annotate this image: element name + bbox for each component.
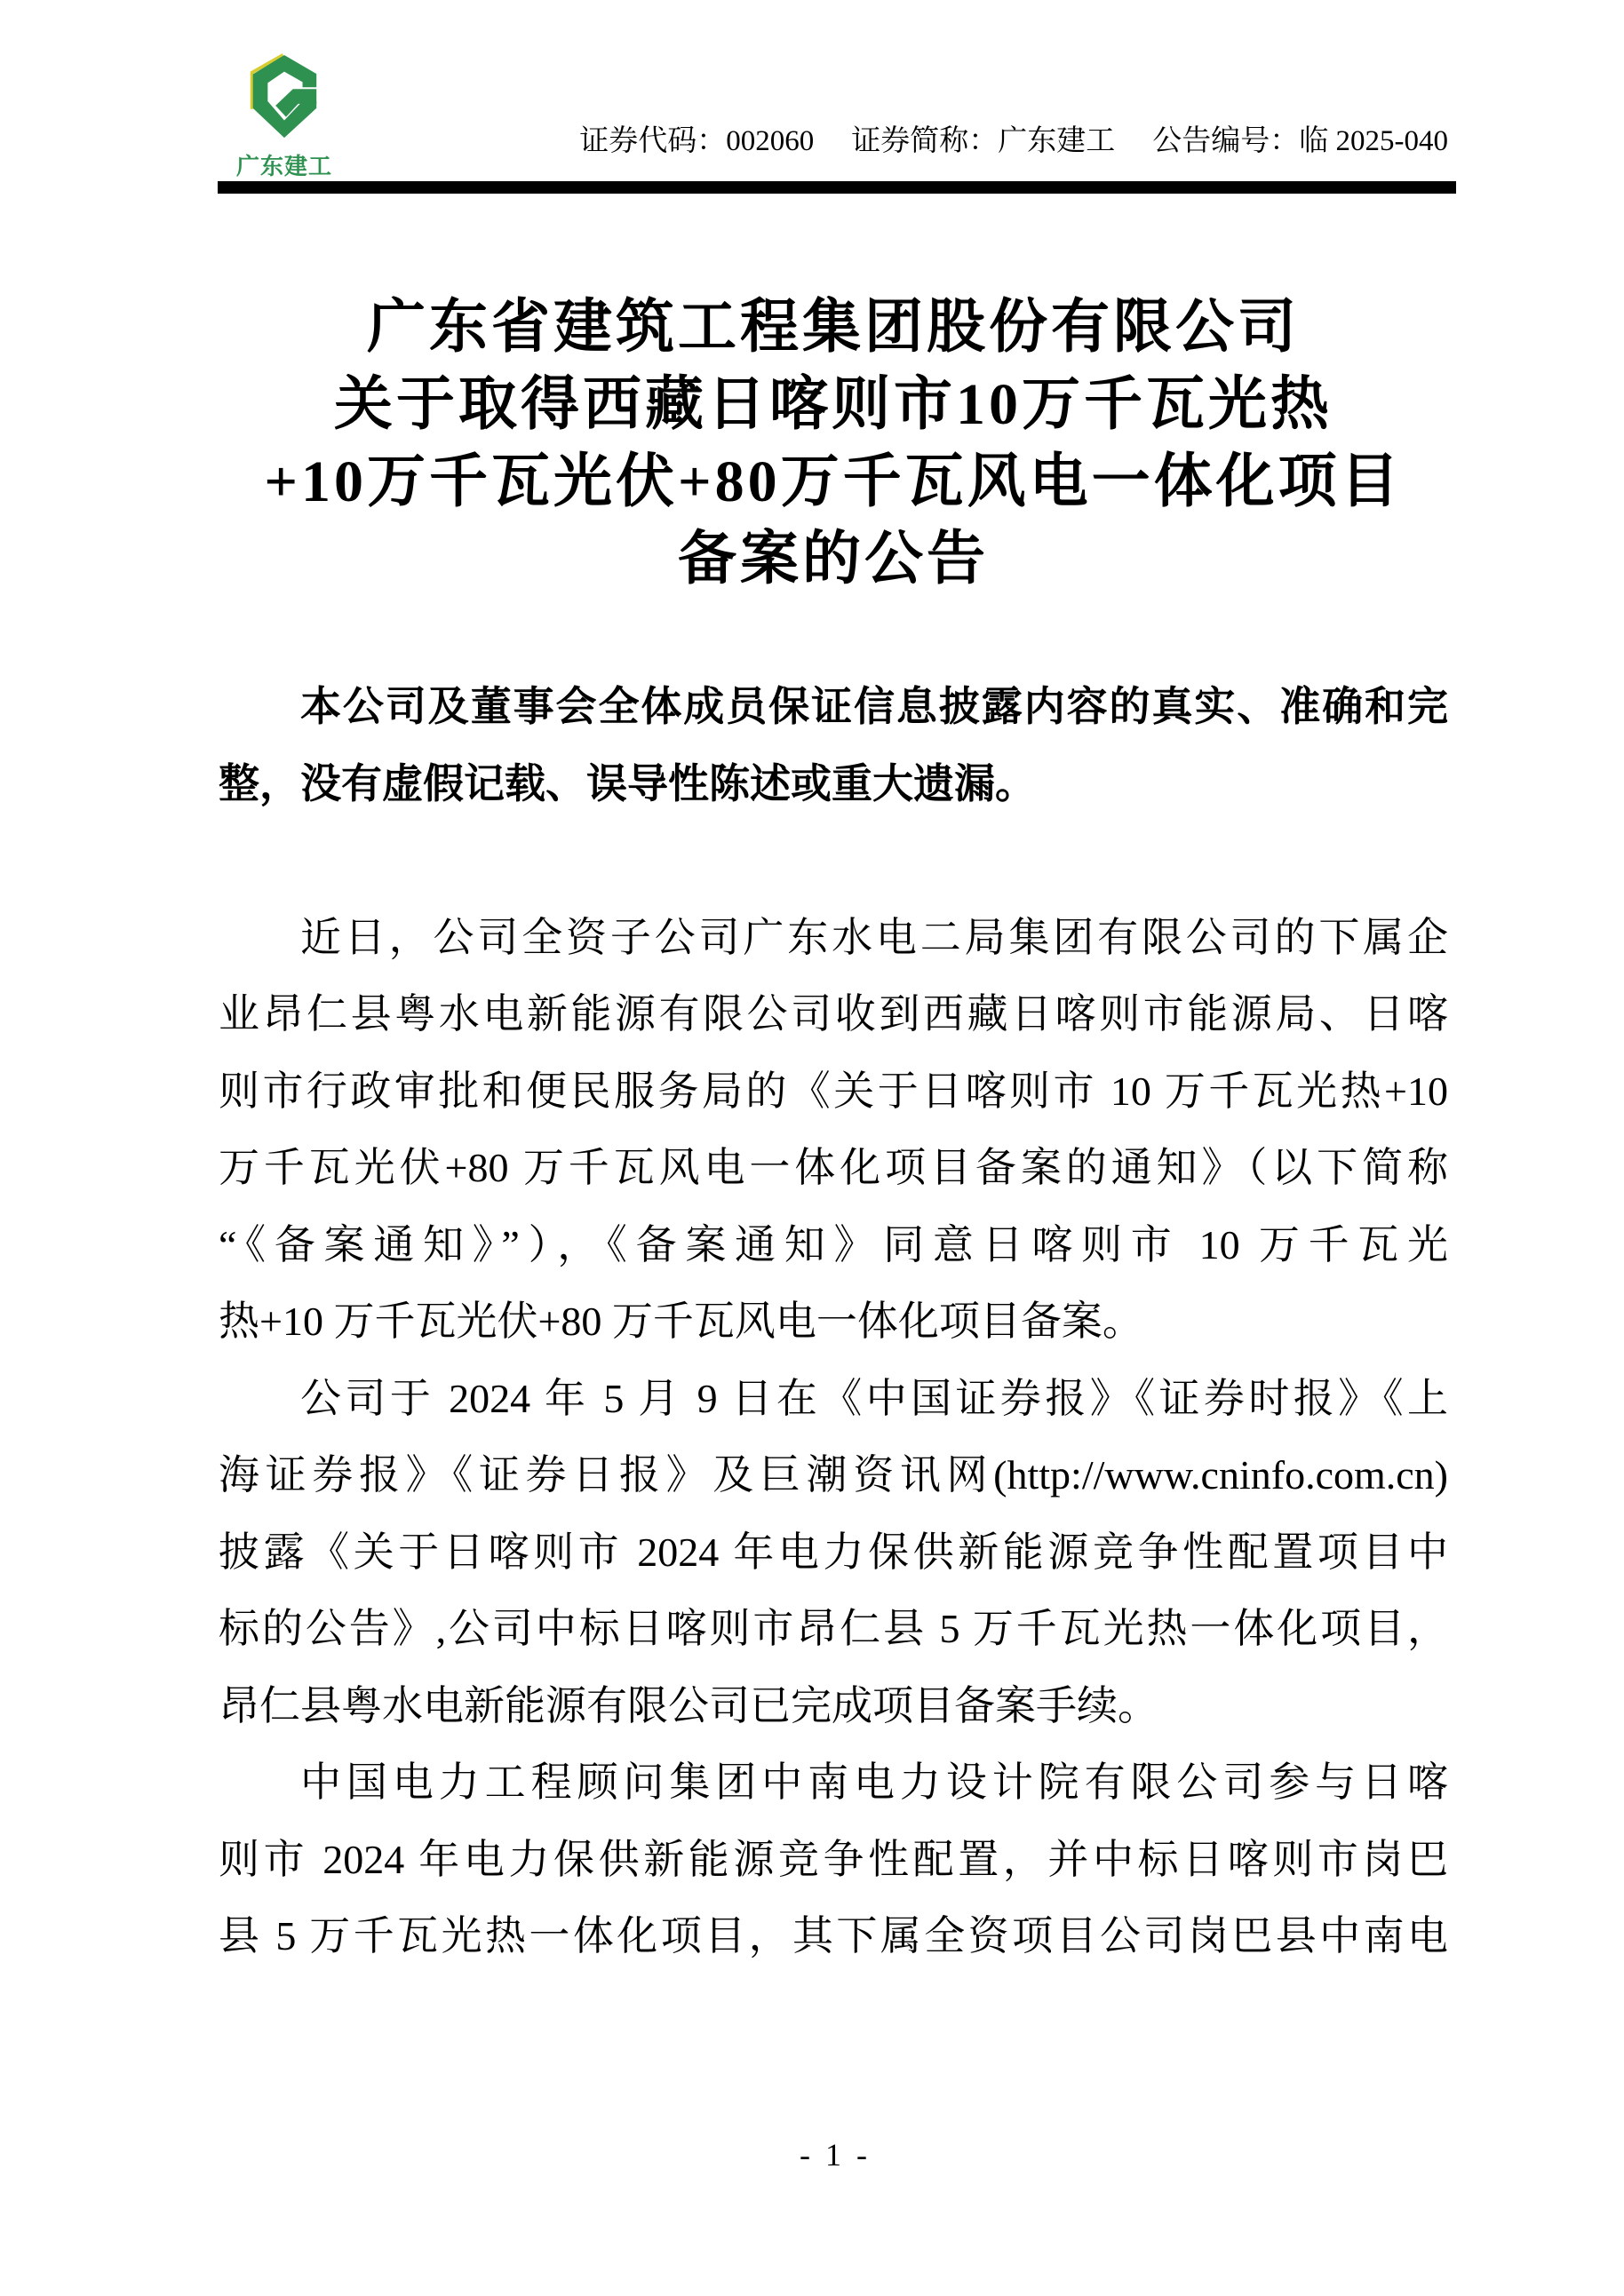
stock-code: 证券代码：002060 bbox=[579, 125, 815, 157]
doc-title bbox=[219, 289, 1448, 598]
para1-line-2: 业昂仁县粤水电新能源有限公司收到西藏日喀则市能源局、日喀 bbox=[219, 991, 1448, 1037]
para1-line-3: 则市行政审批和便民服务局的《关于日喀则市 10 万千瓦光热+10 bbox=[219, 1068, 1448, 1114]
doc-title-line-3: +10万千瓦光伏+80万千瓦风电一体化项目 bbox=[264, 449, 1403, 514]
doc-body bbox=[219, 669, 1448, 1975]
para2-line-1: 公司于 2024 年 5 月 9 日在《中国证券报》《证券时报》《上 bbox=[300, 1375, 1448, 1421]
para1-line-6: 热+10 万千瓦光伏+80 万千瓦风电一体化项目备案。 bbox=[219, 1299, 1143, 1344]
header-info bbox=[219, 117, 1448, 159]
para3-line-3: 县 5 万千瓦光热一体化项目，其下属全资项目公司岗巴县中南电 bbox=[219, 1913, 1448, 1958]
announcement-number: 公告编号：临 2025-040 bbox=[1152, 125, 1448, 157]
blank-line bbox=[219, 822, 1448, 900]
company-logo-text: 广东建工 bbox=[236, 153, 333, 179]
page-number: - 1 - bbox=[800, 2137, 867, 2173]
header-divider bbox=[218, 181, 1456, 194]
para2-line-5: 昂仁县粤水电新能源有限公司已完成项目备案手续。 bbox=[219, 1682, 1158, 1728]
doc-title-line-2: 关于取得西藏日喀则市10万千瓦光热 bbox=[334, 372, 1333, 437]
para3-line-2: 则市 2024 年电力保供新能源竞争性配置，并中标日喀则市岗巴 bbox=[219, 1836, 1448, 1882]
para1-line-1: 近日，公司全资子公司广东水电二局集团有限公司的下属企 bbox=[300, 914, 1448, 960]
para2-line-4: 标的公告》,公司中标日喀则市昂仁县 5 万千瓦光热一体化项目， bbox=[219, 1606, 1448, 1651]
disclaimer-line-2: 整，没有虚假记载、误导性陈述或重大遗漏。 bbox=[219, 760, 1036, 806]
para1-line-4: 万千瓦光伏+80 万千瓦风电一体化项目备案的通知》（以下简称 bbox=[219, 1145, 1448, 1190]
doc-title-line-1: 广东省建筑工程集团股份有限公司 bbox=[367, 295, 1300, 360]
doc-title-line-4: 备案的公告 bbox=[678, 527, 989, 592]
para3-line-1: 中国电力工程顾问集团中南电力设计院有限公司参与日喀 bbox=[300, 1760, 1448, 1805]
para2-line-2: 海证券报》《证券日报》及巨潮资讯网(http://www.cninfo.com.cn) bbox=[219, 1452, 1448, 1498]
para2-line-3: 披露《关于日喀则市 2024 年电力保供新能源竞争性配置项目中 bbox=[219, 1529, 1448, 1575]
para1-line-5: “《备案通知》”），《备案通知》同意日喀则市 10 万千瓦光 bbox=[219, 1221, 1448, 1267]
disclaimer-line-1: 本公司及董事会全体成员保证信息披露内容的真实、准确和完 bbox=[300, 684, 1448, 729]
stock-abbr: 证券简称：广东建工 bbox=[851, 125, 1116, 157]
